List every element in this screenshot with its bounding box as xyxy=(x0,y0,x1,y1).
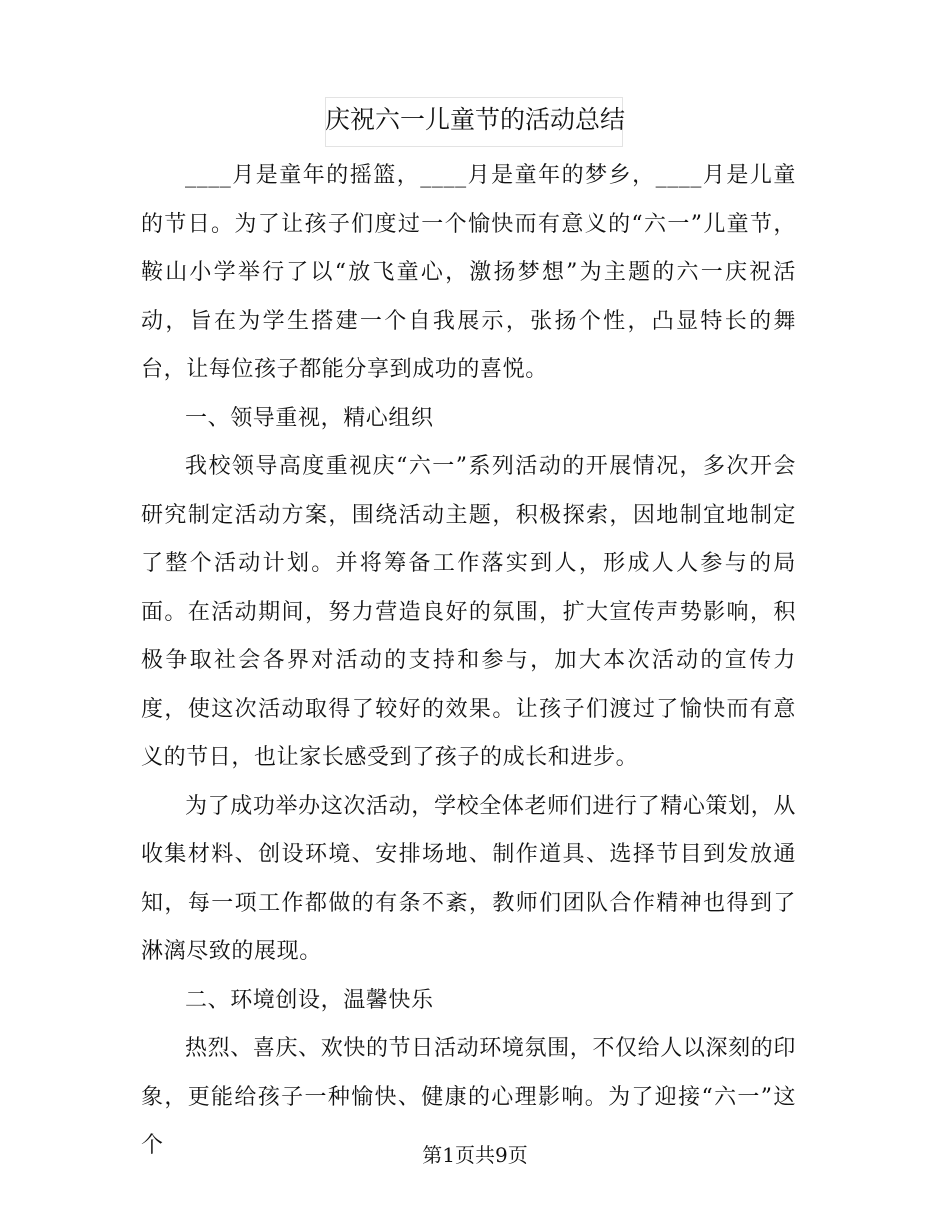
paragraph-planning: 为了成功举办这次活动，学校全体老师们进行了精心策划，从收集材料、创设环境、安排场地、制作道具、选择节目到发放通知，每一项工作都做的有条不紊，教师们团队合作精神也得到了淋漓尽致的展现。 xyxy=(141,793,796,964)
paragraph-environment: 热烈、喜庆、欢快的节日活动环境氛围，不仅给人以深刻的印象，更能给孩子一种愉快、健康的心理影响。为了迎接“六一”这个 xyxy=(141,1036,796,1158)
section-heading-2: 二、环境创设，温馨快乐 xyxy=(185,987,434,1013)
section-heading-1: 一、领导重视，精心组织 xyxy=(185,405,434,431)
page-footer: 第1页共9页 xyxy=(422,1143,528,1167)
paragraph-intro: ____月是童年的摇篮，____月是童年的梦乡，____月是儿童的节日。为了让孩子们度过一个愉快而有意义的“六一”儿童节，鞍山小学举行了以“放飞童心，激扬梦想”为主题的六一庆祝活动，旨在为学生搭建一个自我展示，张扬个性，凸显特长的舞台，让每位孩子都能分享到成功的喜悦。 xyxy=(141,163,796,382)
document-body xyxy=(141,152,796,1171)
paragraph-leadership: 我校领导高度重视庆“六一”系列活动的开展情况，多次开会研究制定活动方案，围绕活动主题，积极探索，因地制宜地制定了整个活动计划。并将筹备工作落实到人，形成人人参与的局面。在活动期间，努力营造良好的氛围，扩大宣传声势影响，积极争取社会各界对活动的支持和参与，加大本次活动的宣传力度，使这次活动取得了较好的效果。让孩子们渡过了愉快而有意义的节日，也让家长感受到了孩子的成长和进步。 xyxy=(141,454,796,770)
document-title: 庆祝六一儿童节的活动总结 xyxy=(324,105,625,134)
